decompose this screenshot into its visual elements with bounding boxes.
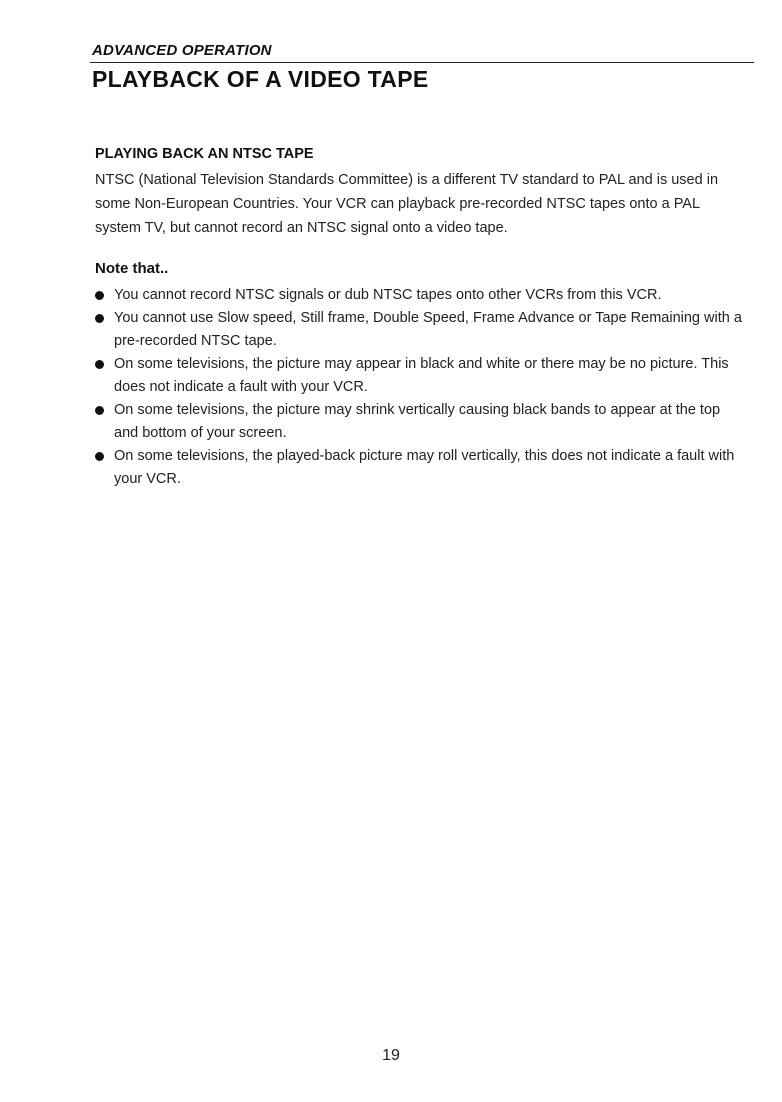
note-text: On some televisions, the picture may appear in black and white or there may be no picture. This does not indicate a fault with your VCR. bbox=[114, 356, 729, 395]
note-item bbox=[95, 307, 747, 353]
note-heading: Note that.. bbox=[95, 260, 169, 277]
bullet-icon bbox=[95, 360, 104, 369]
section-label: ADVANCED OPERATION bbox=[92, 42, 272, 59]
ntsc-heading: PLAYING BACK AN NTSC TAPE bbox=[95, 146, 314, 162]
page-number: 19 bbox=[382, 1047, 400, 1064]
note-text: You cannot record NTSC signals or dub NTSC tapes onto other VCRs from this VCR. bbox=[114, 287, 662, 303]
note-item bbox=[95, 399, 747, 445]
note-text: On some televisions, the played-back picture may roll vertically, this does not indicate a fault with your VCR. bbox=[114, 448, 735, 487]
bullet-icon bbox=[95, 406, 104, 415]
note-item bbox=[95, 445, 747, 491]
bullet-icon bbox=[95, 452, 104, 461]
header-rule bbox=[90, 62, 754, 63]
note-item bbox=[95, 353, 747, 399]
note-list bbox=[95, 284, 747, 491]
note-text: On some televisions, the picture may shrink vertically causing black bands to appear at the top and bottom of your screen. bbox=[114, 402, 721, 441]
page-title: PLAYBACK OF A VIDEO TAPE bbox=[92, 66, 429, 92]
ntsc-intro-paragraph: NTSC (National Television Standards Committee) is a different TV standard to PAL and is used in some Non-European Countries. Your VCR can playback pre-recorded NTSC tapes onto a PAL system TV, but cannot record an NTSC signal onto a video tape. bbox=[95, 172, 719, 236]
bullet-icon bbox=[95, 291, 104, 300]
note-item bbox=[95, 284, 747, 307]
bullet-icon bbox=[95, 314, 104, 323]
note-text: You cannot use Slow speed, Still frame, Double Speed, Frame Advance or Tape Remaining with a pre-recorded NTSC tape. bbox=[114, 310, 742, 349]
